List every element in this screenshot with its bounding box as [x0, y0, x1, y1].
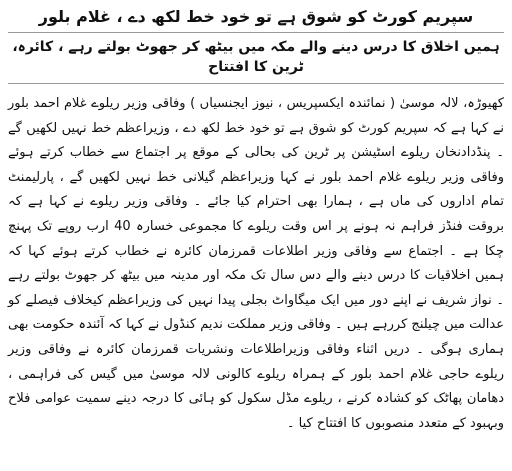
article-body: کھیوڑہ، لالہ موسیٰ ( نمائندہ ایکسپریس ، نیوز ایجنسیاں ) وفاقی وزیر ریلوے غلام احمد بلور نے کہا ہے کہ سپریم کورٹ کو شوق ہے تو خود خط لکھ دے ، وزیراعظم خط نہیں لکھیں گے ۔ پنڈدادنخان ریلوے اسٹیشن پر ٹرین کی بحالی کے موقع پر اجتماع سے خطاب کرتے ہوئے وفاقی وزیر ریلوے غلام احمد بلور نے کہا وزیراعظم گیلانی خط نہیں لکھیں گے ، پارلیمنٹ تمام اداروں کی ماں ہے ، ہمارا بھی احترام کیا جائے ۔ وفاقی وزیر ریلوے نے کہا ہے کہ بروقت فنڈز فراہم نہ ہونے پر اس وقت ریلوے کا مجموعی خسارہ 40 ارب روپے تک پہنچ چکا ہے ۔ اجتماع سے وفاقی وزیر اطلاعات قمرزمان کائرہ نے خطاب کرتے ہوئے کہا کہ ہمیں اخلاقیات کا درس دینے والے دس سال تک مکہ اور مدینہ میں بیٹھ کر جھوٹ بولتے رہے ۔ نواز شریف نے اپنے دور میں ایک میگاواٹ بجلی پیدا نہیں کی وزیراعظم کیخلاف فیصلے کو عدالت میں چیلنج کررہے ہیں ۔ وفاقی وزیر مملکت ندیم کنڈول نے کہا کہ آئندہ حکومت بھی ہماری ہوگی ۔ دریں اثناء وفاقی وزیراطلاعات ونشریات قمرزمان کائرہ نے وفاقی وزیر ریلوے حاجی غلام احمد بلور کے ہمراہ ریلوے کالونی لالہ موسیٰ میں گیس کی فراہمی ، دھامان پھاٹک کو کشادہ کرنے ، ریلوے مڈل سکول کو ہائی کا درجہ دینے سمیت عوامی فلاح وبہبود کے متعدد منصوبوں کا افتتاح کیا ۔: [8, 96, 504, 431]
headline: سپریم کورٹ کو شوق ہے تو خود خط لکھ دے ، غلام بلور: [8, 6, 504, 33]
subheadline: ہمیں اخلاق کا درس دینے والے مکہ میں بیٹھ کر جھوٹ بولتے رہے ، کائرہ، ٹرین کا افتتاح: [8, 37, 504, 84]
